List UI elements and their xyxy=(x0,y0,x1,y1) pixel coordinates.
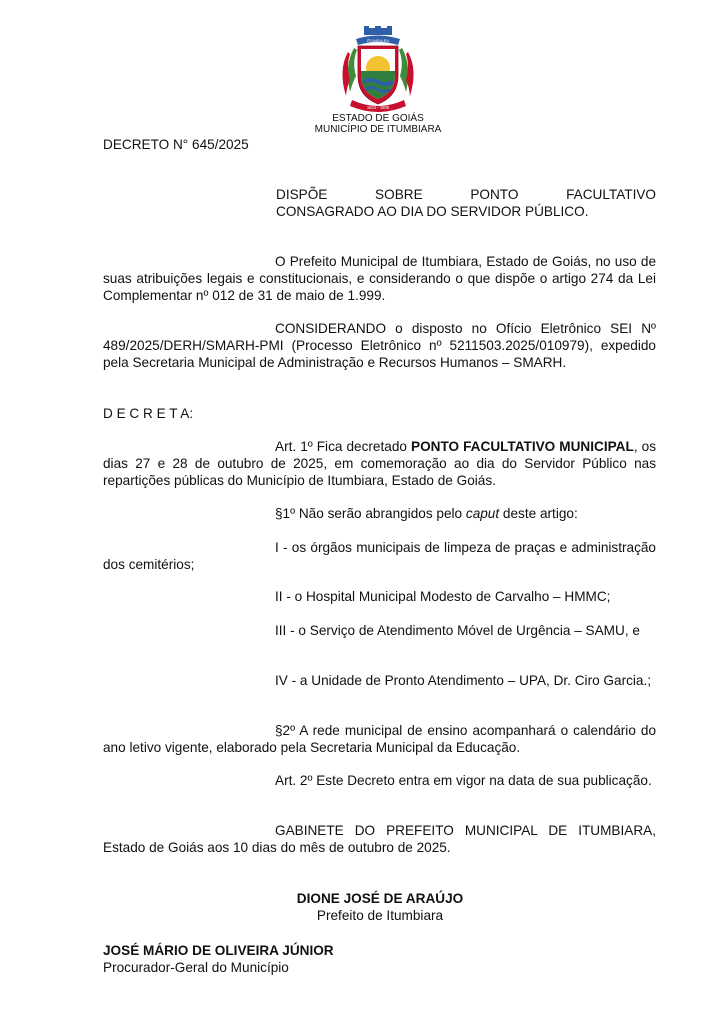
item-i: I - os órgãos municipais de limpeza de praças e administração dos cemitérios; xyxy=(103,540,656,572)
article-2: Art. 2º Este Decreto entra em vigor na data de sua publicação. xyxy=(275,773,652,788)
header-municipality: MUNICÍPIO DE ITUMBIARA xyxy=(314,124,442,135)
article-1-body: , os dias 27 e 28 de outubro de 2025, em comemoração ao dia do Servidor Público nas repartições públicas do Município de Itumbiara, Estado de Goiás. xyxy=(103,439,656,488)
decree-title: DECRETO N° 645/2025 xyxy=(103,137,249,152)
crest-years-text: 1824 - 1909 xyxy=(366,105,390,110)
paragraph-1-end: deste artigo: xyxy=(499,506,578,521)
municipal-crest xyxy=(330,26,426,114)
paragraph-1 xyxy=(103,505,656,522)
crest-banner-text: ITUMBIARA xyxy=(366,38,390,44)
paragraph-1-intro: §1º Não serão abrangidos pelo xyxy=(275,506,466,521)
mayor-title: Prefeito de Itumbiara xyxy=(316,908,444,923)
decree-summary xyxy=(276,186,656,220)
summary-line-2: CONSAGRADO AO DIA DO SERVIDOR PÚBLICO. xyxy=(276,204,589,219)
considering-clause: CONSIDERANDO o disposto no Ofício Eletrônico SEI Nº 489/2025/DERH/SMARH-PMI (Processo Eletrônico nº 5211503.2025/010979), expedido pela Secretaria Municipal de Administração e Recursos Humanos – SMARH. xyxy=(103,321,656,370)
paragraph-2: §2º A rede municipal de ensino acompanhará o calendário do ano letivo vigente, elaborado pela Secretaria Municipal da Educação. xyxy=(103,723,656,755)
summary-line-1: DISPÕE SOBRE PONTO FACULTATIVO xyxy=(276,187,656,202)
mayor-name: DIONE JOSÉ DE ARAÚJO xyxy=(296,891,464,906)
preamble: O Prefeito Municipal de Itumbiara, Estado de Goiás, no uso de suas atribuições legais e constitucionais, e considerando o que dispõe o artigo 274 da Lei Complementar nº 012 de 31 de maio de 1.999. xyxy=(103,254,656,303)
article-1-highlight: PONTO FACULTATIVO MUNICIPAL xyxy=(411,439,634,454)
item-ii: II - o Hospital Municipal Modesto de Carvalho – HMMC; xyxy=(275,589,611,604)
attorney-name: JOSÉ MÁRIO DE OLIVEIRA JÚNIOR xyxy=(103,943,334,958)
item-iv: IV - a Unidade de Pronto Atendimento – UPA, Dr. Ciro Garcia.; xyxy=(275,673,652,688)
attorney-title: Procurador-Geral do Município xyxy=(103,960,289,975)
paragraph-1-caput: caput xyxy=(465,506,500,521)
header-state: ESTADO DE GOIÁS xyxy=(332,113,424,124)
article-1-intro: Art. 1º Fica decretado xyxy=(275,439,411,454)
decreta-heading: D E C R E T A: xyxy=(103,406,194,421)
item-iii: III - o Serviço de Atendimento Móvel de Urgência – SAMU, e xyxy=(275,623,640,638)
article-1 xyxy=(103,438,656,489)
closing-statement: GABINETE DO PREFEITO MUNICIPAL DE ITUMBIARA, Estado de Goiás aos 10 dias do mês de outubro de 2025. xyxy=(103,823,656,855)
